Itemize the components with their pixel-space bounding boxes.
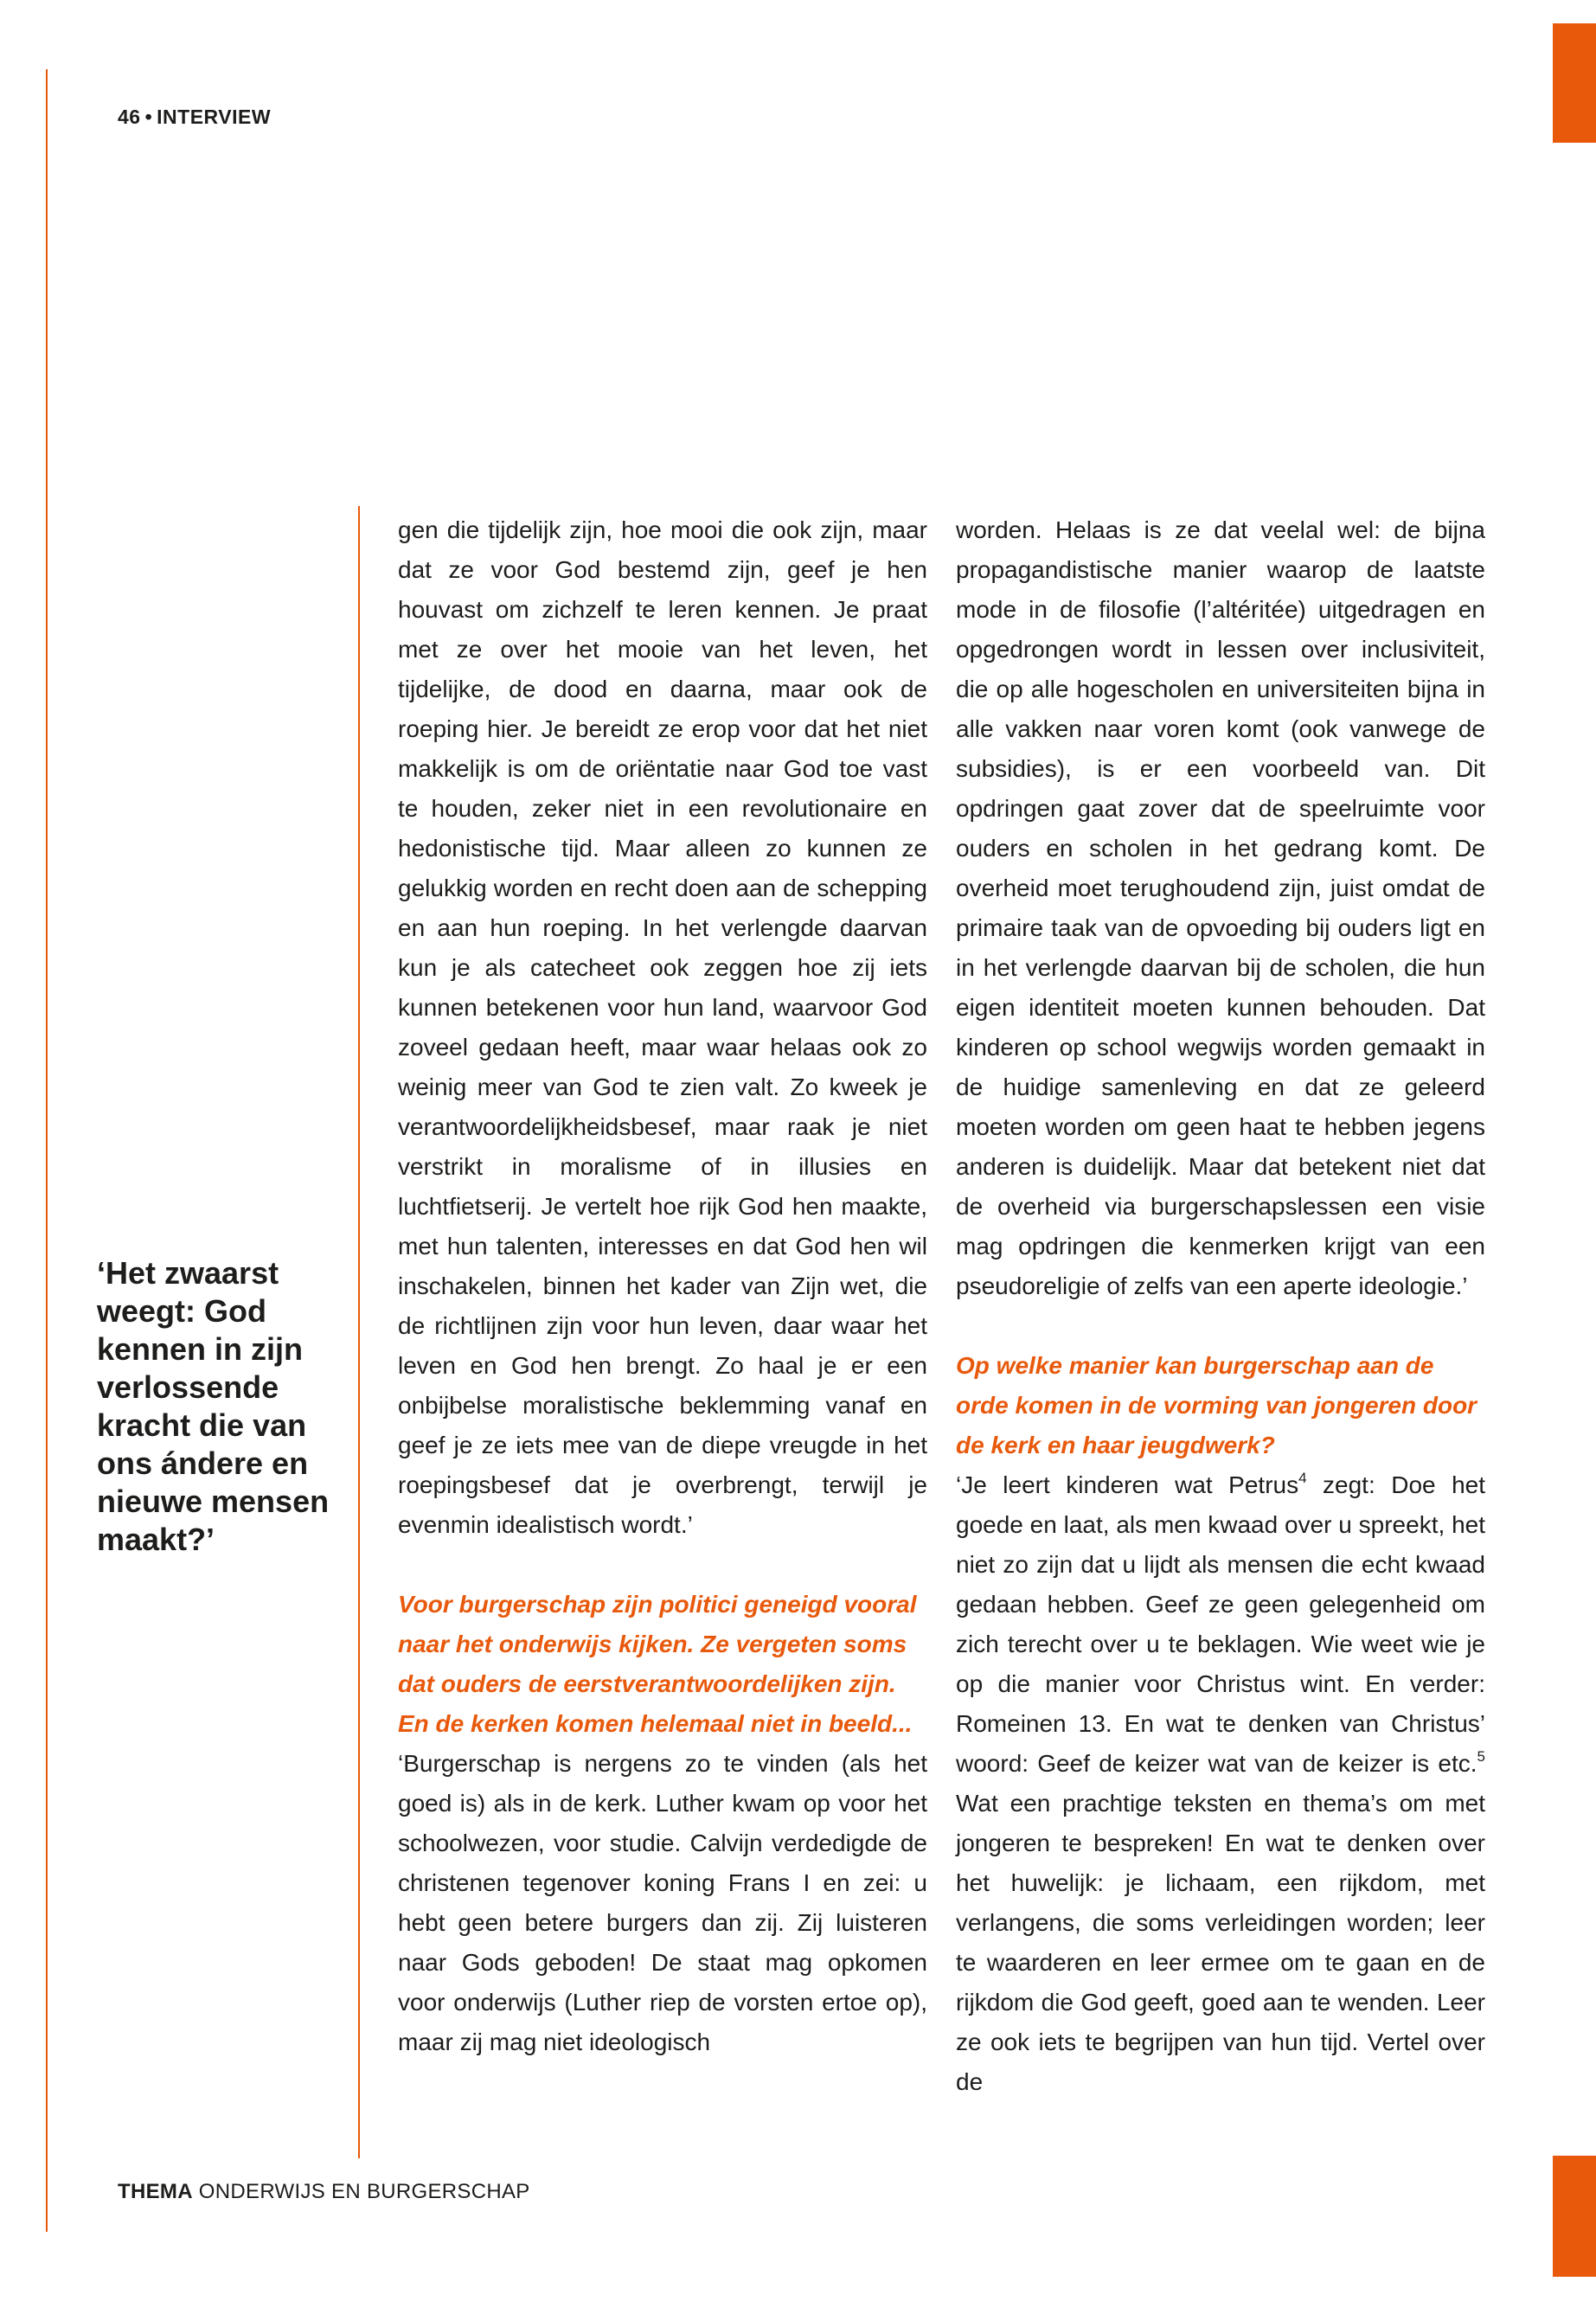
interview-question: Voor burgerschap zijn politici geneigd vooral naar het onderwijs kijken. Ze vergeten soms dat ouders de eerstverantwoordelijken zijn. En de kerken komen helemaal niet in beeld...	[398, 1591, 917, 1737]
orange-edge-tab-top	[1553, 23, 1596, 143]
left-margin-rule	[46, 69, 48, 2232]
header-separator: •	[144, 106, 153, 128]
paragraph: ‘Burgerschap is nergens zo te vinden (als het goed is) als in de kerk. Luther kwam op voor het schoolwezen, voor studie. Calvijn verdedigde de christenen tegenover koning Frans I en zei: u hebt geen betere burgers dan zij. Zij luisteren naar Gods geboden! De staat mag opkomen voor onderwijs (Luther riep de vorsten ertoe op), maar zij mag niet ideologisch	[398, 1750, 927, 2055]
footnote-marker: 4	[1298, 1470, 1307, 1486]
section-title: INTERVIEW	[157, 106, 272, 128]
paragraph-text: ‘Je leert kinderen wat Petrus	[956, 1471, 1299, 1498]
footnote-marker: 5	[1477, 1748, 1485, 1765]
page-footer	[118, 2180, 530, 2204]
footer-theme-label: THEMA	[118, 2180, 193, 2203]
footer-theme-title: ONDERWIJS EN BURGERSCHAP	[192, 2180, 530, 2203]
page-number: 46	[118, 106, 141, 128]
interview-question: Op welke manier kan burgerschap aan de orde komen in de vorming van jongeren door de kerk en haar jeugdwerk?	[956, 1352, 1477, 1458]
text-column-2	[956, 510, 1485, 2102]
page-header	[118, 106, 271, 129]
paragraph-text: zegt: Doe het goede en laat, als men kwaad over u spreekt, het niet zo zijn dat u lijdt als mensen die echt kwaad gedaan hebben. Geef ze geen gelegenheid om zich terecht over u te beklagen. Wie weet wie je op die manier voor Christus wint. En verder: Romeinen 13. En wat te denken van Christus’ woord: Geef de keizer wat van de keizer is etc.	[956, 1471, 1485, 1777]
pullquote-divider-rule	[358, 506, 360, 2158]
text-column-1	[398, 510, 927, 2062]
pull-quote: ‘Het zwaarst weegt: God kennen in zijn verlossende kracht die van ons ándere en nieuwe mensen maakt?’	[97, 1255, 330, 1557]
paragraph: worden. Helaas is ze dat veelal wel: de bijna propagandistische manier waarop de laatste mode in de filosofie (l’altéritée) uitgedragen en opgedrongen wordt in lessen over inclusiviteit, die op alle hogescholen en universiteiten bijna in alle vakken naar voren komt (ook vanwege de subsidies), is er een voorbeeld van. Dit opdringen gaat zover dat de speelruimte voor ouders en scholen in het gedrang komt. De overheid moet terughoudend zijn, juist omdat de primaire taak van de opvoeding bij ouders ligt en in het verlengde daarvan bij de scholen, die hun eigen identiteit moeten kunnen behouden. Dat kinderen op school wegwijs worden gemaakt in de huidige samenleving en dat ze geleerd moeten worden om geen haat te hebben jegens anderen is duidelijk. Maar dat betekent niet dat de overheid via burgerschapslessen een visie mag opdringen die kenmerken krijgt van een pseudoreligie of zelfs van een aperte ideologie.’	[956, 516, 1485, 1299]
orange-edge-tab-bottom	[1553, 2156, 1596, 2277]
paragraph: gen die tijdelijk zijn, hoe mooi die ook zijn, maar dat ze voor God bestemd zijn, geef je hen houvast om zichzelf te leren kennen. Je praat met ze over het mooie van het leven, het tijdelijke, de dood en daarna, maar ook de roeping hier. Je bereidt ze erop voor dat het niet makkelijk is om de oriëntatie naar God toe vast te houden, zeker niet in een revolutionaire en hedonistische tijd. Maar alleen zo kunnen ze gelukkig worden en recht doen aan de schepping en aan hun roeping. In het verlengde daarvan kun je als catecheet ook zeggen hoe zij iets kunnen betekenen voor hun land, waarvoor God zoveel gedaan heeft, maar waar helaas ook zo weinig meer van God te zien valt. Zo kweek je verantwoordelijkheidsbesef, maar raak je niet verstrikt in moralisme of in illusies en luchtfietserij. Je vertelt hoe rijk God hen maakte, met hun talenten, interesses en dat God hen wil inschakelen, binnen het kader van Zijn wet, die de richtlijnen zijn voor hun leven, daar waar het leven en God hen brengt. Zo haal je er een onbijbelse moralistische beklemming vanaf en geef je ze iets mee van de diepe vreugde in het roepingsbesef dat je overbrengt, terwijl je evenmin idealistisch wordt.’	[398, 516, 927, 1538]
paragraph	[956, 1465, 1485, 2102]
paragraph-text: Wat een prachtige teksten en thema’s om met jongeren te bespreken! En wat te denken over het huwelijk: je lichaam, een rijkdom, met verlangens, die soms verleidingen worden; leer te waarderen en leer ermee om te gaan en de rijkdom die God geeft, goed aan te wenden. Leer ze ook iets te begrijpen van hun tijd. Vertel over de	[956, 1790, 1485, 2095]
